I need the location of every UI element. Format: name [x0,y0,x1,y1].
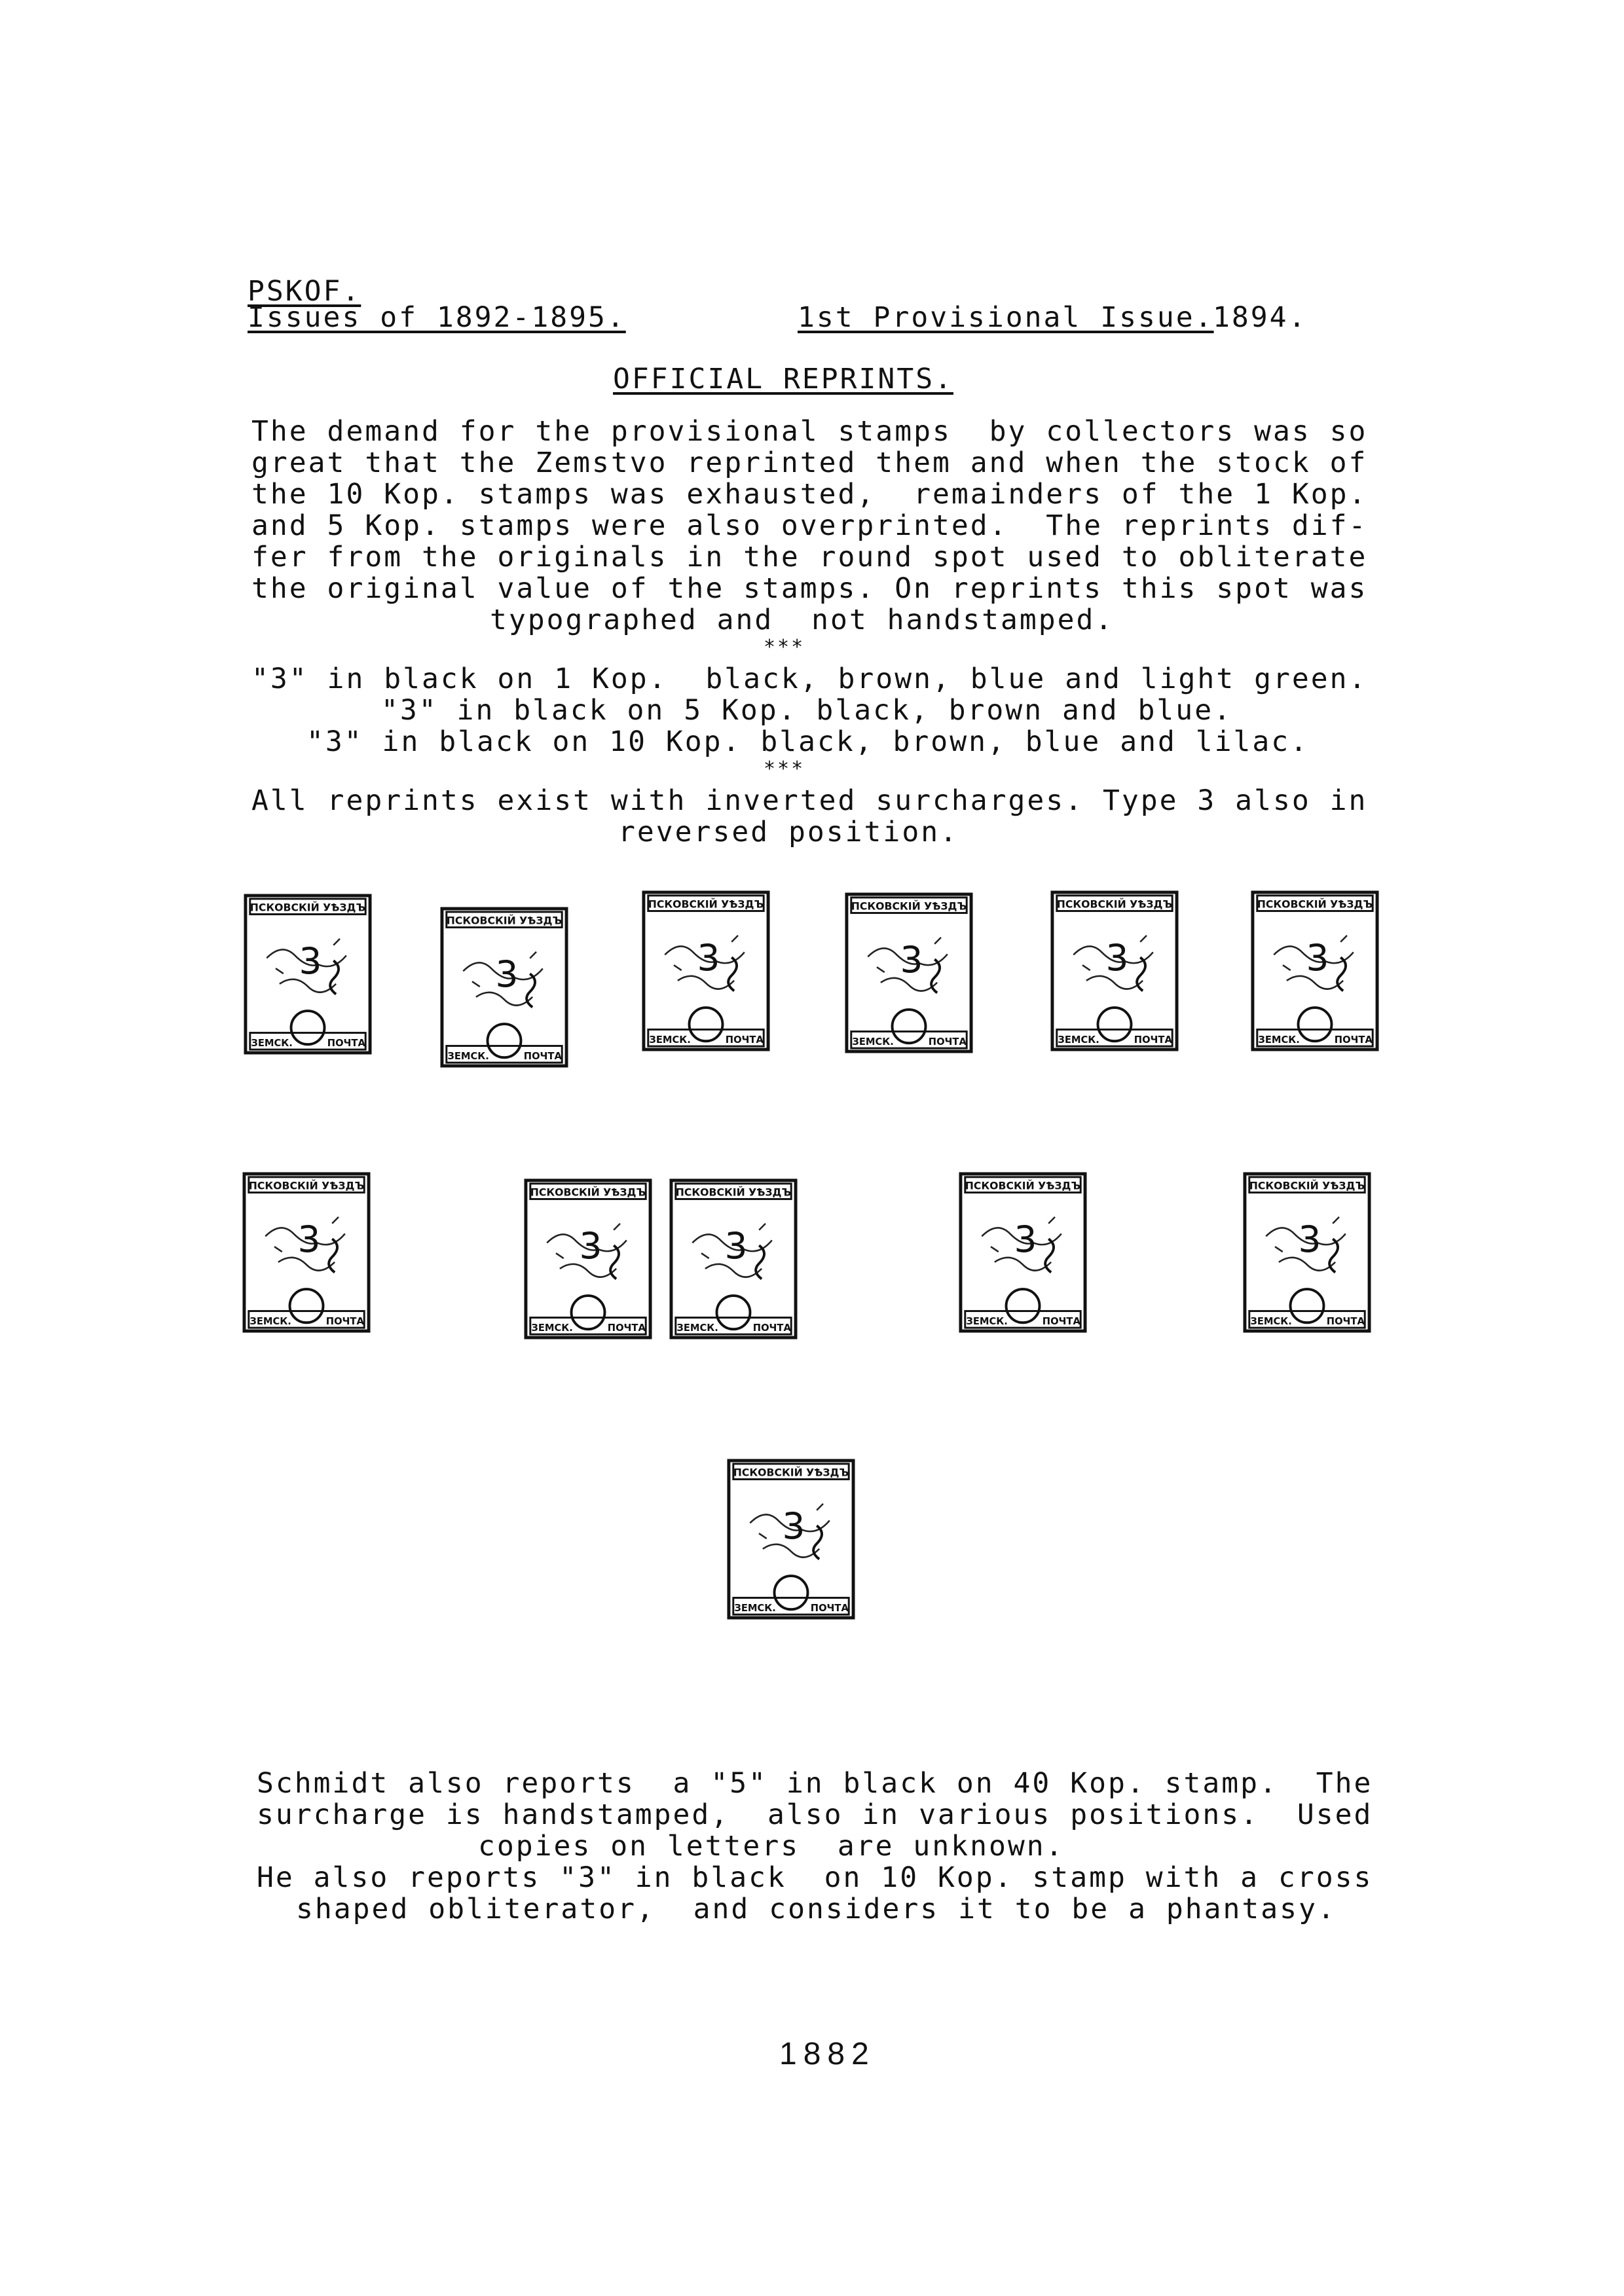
stamp-bottom-left-label: ЗЕМСК. [249,1316,291,1328]
stamp-top-label: ПСКОВСКIЙ УѢЗДЪ [530,1186,646,1199]
schmidt-line: shaped obliterator, and considers it to be a phantasy. [296,1893,1337,1925]
stamp-image [1243,1172,1371,1333]
schmidt-line: He also reports "3" in black on 10 Kop. stamp with a cross [257,1861,1373,1894]
stamp-surcharge: 3 [697,936,720,979]
section-title: OFFICIAL REPRINTS. [613,363,953,395]
intro-line: fer from the originals in the round spot used to obliterate [251,541,1368,574]
stamp-image [642,890,770,1051]
stamp-bottom-left-label: ЗЕМСК. [966,1316,1008,1328]
stamp-top-label: ПСКОВСКIЙ УѢЗДЪ [1249,1179,1365,1192]
stamp-bottom-right-label: ПОЧТА [1334,1034,1373,1046]
stamp-top-label: ПСКОВСКIЙ УѢЗДЪ [965,1179,1081,1192]
page-number: 1882 [779,2037,876,2071]
stamp-image [669,1178,798,1339]
inverted-note-line: All reprints exist with inverted surcharges. Type 3 also in [251,784,1368,817]
stamp-image [244,894,372,1055]
inverted-note-line: reversed position. [618,816,959,848]
stamp-bottom-right-label: ПОЧТА [327,1038,365,1049]
stamp-bottom-left-label: ЗЕМСК. [1250,1316,1292,1328]
stamp-top-label: ПСКОВСКIЙ УѢЗДЪ [249,901,366,914]
stamp-top-label: ПСКОВСКIЙ УѢЗДЪ [446,914,563,927]
stamp-top-label: ПСКОВСКIЙ УѢЗДЪ [648,898,764,911]
issues-heading: Issues of 1892-1895. [248,301,626,334]
stamp-surcharge: 3 [782,1504,805,1548]
variant-line: "3" in black on 5 Kop. black, brown and blue. [381,694,1232,727]
stamp-bottom-right-label: ПОЧТА [325,1316,364,1328]
stamp-top-label: ПСКОВСКIЙ УѢЗДЪ [675,1186,792,1199]
intro-line: The demand for the provisional stamps by collectors was so [251,415,1368,448]
stamp-image [524,1178,652,1339]
issue-title: 1st Provisional Issue. [798,301,1214,334]
stamp-bottom-left-label: ЗЕМСК. [531,1322,573,1334]
stamp-surcharge: 3 [297,1218,321,1261]
intro-line: the 10 Kop. stamps was exhausted, remainders of the 1 Kop. [251,478,1368,511]
stamp-bottom-left-label: ЗЕМСК. [852,1036,894,1048]
intro-line: typographed and not handstamped. [490,604,1115,636]
stamp-top-label: ПСКОВСКIЙ УѢЗДЪ [733,1466,849,1479]
stamp-bottom-left-label: ЗЕМСК. [447,1051,489,1063]
separator: *** [764,636,805,659]
stamp-surcharge: 3 [1306,936,1329,979]
schmidt-line: surcharge is handstamped, also in various positions. Used [257,1798,1373,1831]
stamp-image [440,907,568,1068]
stamp-surcharge: 3 [579,1224,602,1267]
stamp-surcharge: 3 [1105,936,1129,979]
stamp-surcharge: 3 [900,938,923,981]
stamp-image [845,892,973,1053]
stamp-surcharge: 3 [1298,1218,1321,1261]
stamp-top-label: ПСКОВСКIЙ УѢЗДЪ [248,1179,365,1192]
intro-line: great that the Zemstvo reprinted them and when the stock of [251,446,1368,479]
stamp-bottom-left-label: ЗЕМСК. [734,1603,776,1614]
stamp-bottom-left-label: ЗЕМСК. [1058,1034,1099,1046]
stamp-image [959,1172,1087,1333]
stamp-bottom-left-label: ЗЕМСК. [251,1038,293,1049]
intro-line: the original value of the stamps. On reprints this spot was [251,572,1368,605]
stamp-bottom-right-label: ПОЧТА [725,1034,764,1046]
stamp-top-label: ПСКОВСКIЙ УѢЗДЪ [1257,898,1373,911]
place-heading: PSKOF. [248,275,361,308]
stamp-bottom-left-label: ЗЕМСК. [649,1034,691,1046]
schmidt-line: Schmidt also reports a "5" in black on 40 Kop. stamp. The [257,1767,1373,1800]
separator: *** [764,757,805,780]
stamp-bottom-right-label: ПОЧТА [928,1036,967,1048]
stamp-image [727,1459,855,1620]
stamp-bottom-right-label: ПОЧТА [1326,1316,1365,1328]
stamp-image [1251,890,1379,1051]
variant-line: "3" in black on 1 Kop. black, brown, blue and light green. [251,663,1368,695]
intro-line: and 5 Kop. stamps were also overprinted. The reprints dif- [251,509,1368,542]
stamp-top-label: ПСКОВСКIЙ УѢЗДЪ [851,900,967,913]
stamp-surcharge: 3 [299,939,322,983]
issue-year: 1894. [1213,301,1308,334]
stamp-image [242,1172,371,1333]
stamp-image [1050,890,1179,1051]
stamp-bottom-right-label: ПОЧТА [810,1603,849,1614]
stamp-surcharge: 3 [724,1224,748,1267]
stamp-bottom-right-label: ПОЧТА [523,1051,562,1063]
stamp-bottom-left-label: ЗЕМСК. [676,1322,718,1334]
stamp-surcharge: 3 [495,953,519,996]
stamp-top-label: ПСКОВСКIЙ УѢЗДЪ [1056,898,1173,911]
stamp-bottom-right-label: ПОЧТА [752,1322,791,1334]
schmidt-line: copies on letters are unknown. [478,1830,1065,1863]
stamp-surcharge: 3 [1014,1218,1037,1261]
stamp-bottom-right-label: ПОЧТА [607,1322,646,1334]
stamp-bottom-left-label: ЗЕМСК. [1258,1034,1300,1046]
stamp-bottom-right-label: ПОЧТА [1134,1034,1172,1046]
variant-line: "3" in black on 10 Kop. black, brown, blue and lilac. [306,725,1310,758]
stamp-bottom-right-label: ПОЧТА [1042,1316,1080,1328]
